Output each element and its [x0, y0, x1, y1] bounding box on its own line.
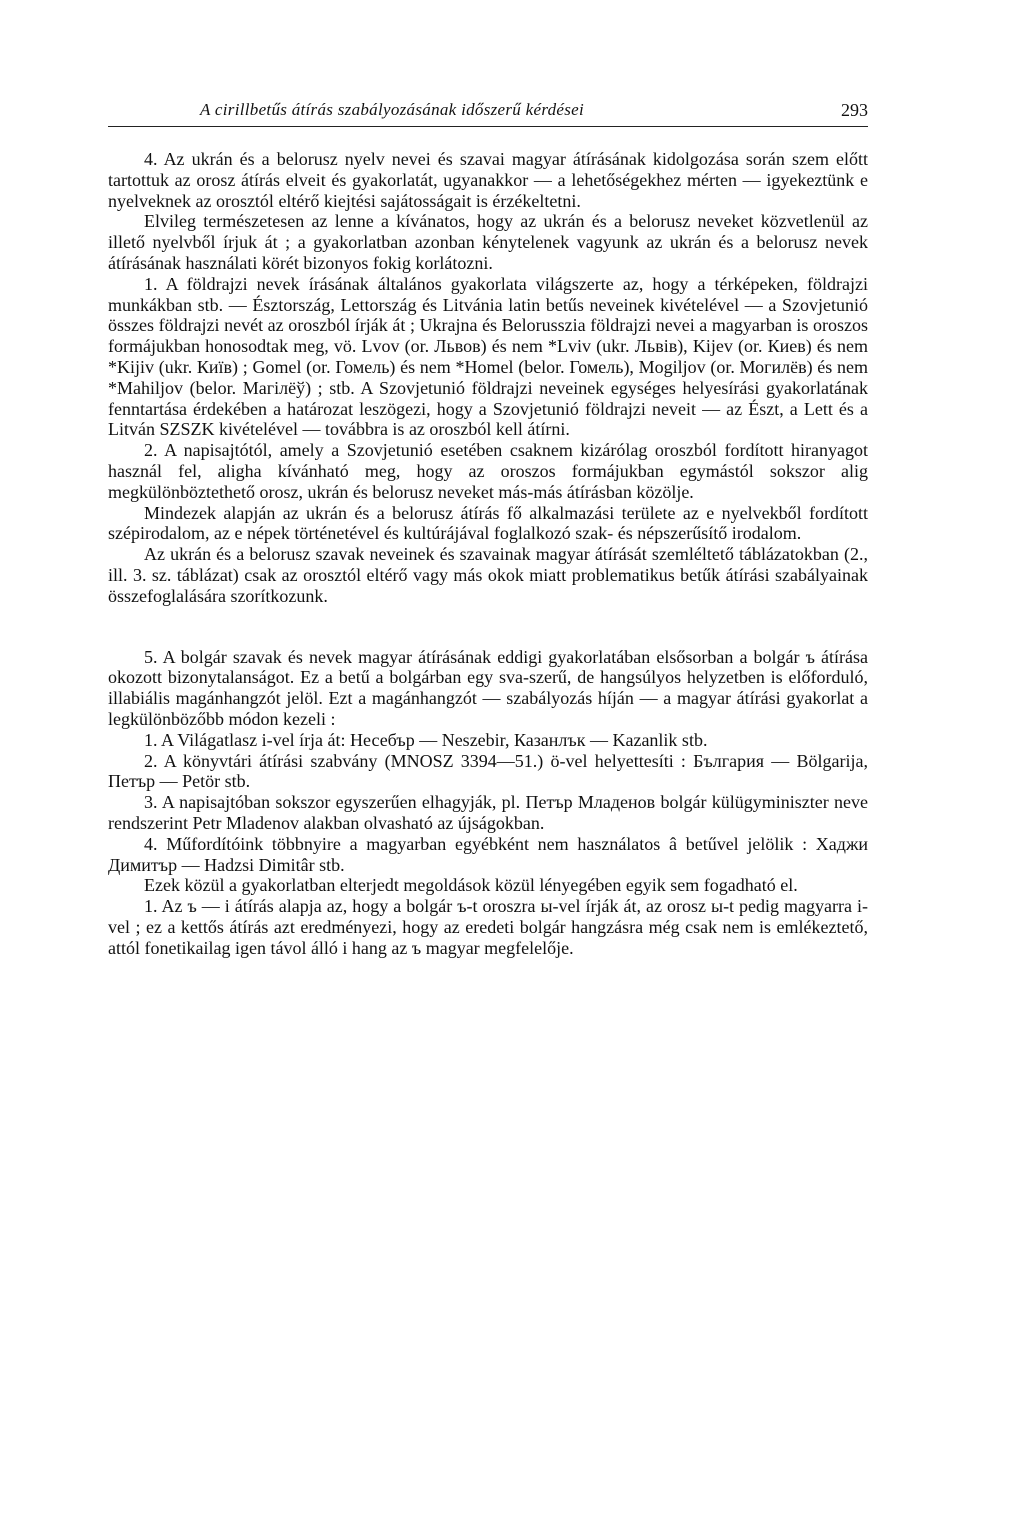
list-item [108, 730, 868, 751]
paragraph [108, 211, 868, 273]
document-page [108, 98, 868, 958]
list-text: A Világatlasz i-vel írja át: Несебър — Neszebir, Казанлък — Kazanlik stb. [161, 729, 708, 750]
paragraph-text: Mindezek alapján az ukrán és a belorusz átírás fő alkalmazási területe az e nyelvekből fordított szépirodalom, az e népek történetével és kultúrájával foglalkozó szak- és népszerűsítő irodalom. [108, 502, 868, 544]
list-text: A könyvtári átírási szabvány (MNOSZ 3394—51.) ö-vel helyettesíti : България — Bölgarija, Петър — Petör stb. [108, 750, 868, 792]
list-item [108, 792, 868, 834]
paragraph-number: 4. [144, 149, 158, 169]
paragraph-text: Ezek közül a gyakorlatban elterjedt megoldások közül lényegében egyik sem fogadható el. [144, 875, 798, 896]
paragraph-number: 2. [144, 440, 158, 461]
paragraph-text: Elvileg természetesen az lenne a kívánatos, hogy az ukrán és a belorusz neveket közvetlenül az illető nyelvből írjuk át ; a gyakorlatban azonban kénytelenek vagyunk az ukrán és a belorusz nevek átírásának használati körét bizonyos fokig korlátozni. [108, 211, 868, 273]
paragraph-text: Az ukrán és a belorusz szavak neveinek és szavainak magyar átírását szemléltető táblázatokban (2., ill. 3. sz. táblázat) csak az orosztól eltérő vagy más okok miatt problematikus betűk átírási szabályainak összefoglalására szorítkozunk. [108, 544, 868, 606]
paragraph-text: A földrajzi nevek írásának általános gyakorlata világszerte az, hogy a térképeken, földrajzi munkákban stb. — Észtország, Lettország és Litvánia latin betűs neveinek kivételével — a Szovjetunió összes földrajzi nevét az oroszból írják át ; Ukrajna és Belorusszia földrajzi nevei a magyarban is oroszos formájukban honosodtak meg, vö. Lvov (or. Львов) és nem *Lviv (ukr. Львів), Kijev (or. Киев) és nem *Kijiv (ukr. Київ) ; Gomel (or. Гомель) és nem *Homel (belor. Гомель), Mogiljov (or. Могилёв) és nem *Mahiljov (belor. Магілёў) ; stb. A Szovjetunió földrajzi neveinek egységes helyesírási gyakorlatának fenntartása érdekében a határozat leszögezi, hogy a Szovjetunió földrajzi neveit — az Észt, a Lett és a Litván SZSZK kivételével — továbbra is az oroszból kell átírni. [108, 273, 868, 440]
paragraph-number: 5. [144, 646, 158, 667]
list-text: Műfordítóink többnyire a magyarban egyébként nem használatos â betűvel jelölik : Хаджи Димитър — Hadzsi Dimitâr stb. [108, 833, 869, 875]
paragraph [108, 274, 868, 440]
list-number: 2. [144, 750, 158, 771]
list-number: 3. [144, 792, 158, 813]
paragraph-text: A bolgár szavak és nevek magyar átírásának eddigi gyakorlatában elsősorban a bolgár ъ átírása okozott bizonytalanságot. Ez a betű a bolgárban egy sva-szerű, de hangsúlyos helyzetben is előforduló, illabiális magánhangzót jelöl. Ezt a magánhangzót — szabályozás híján — a magyar átírási gyakorlat a legkülönbözőbb módon kezeli : [108, 646, 869, 729]
paragraph [108, 875, 868, 896]
paragraph [108, 647, 868, 730]
list-item [108, 896, 868, 958]
paragraph [108, 149, 868, 211]
paragraph-number: 1. [144, 273, 158, 294]
paragraph-text: Az ukrán és a belorusz nyelv nevei és szavai magyar átírásának kidolgozása során szem előtt tartottuk az orosz átírás elveit és gyakorlatát, ugyanakkor — a lehetőségekhez mérten — igyekeztünk e nyelveknek az orosztól eltérő kiejtési sajátosságait is érzékeltetni. [108, 149, 868, 211]
body-text [108, 149, 868, 958]
list-number: 1. [144, 729, 158, 750]
list-text: A napisajtóban sokszor egyszerűen elhagyják, pl. Петър Младенов bolgár külügyminiszter neve rendszerint Petr Mladenov alakban olvasható az újságokban. [108, 792, 869, 833]
list-number: 1. [144, 896, 158, 917]
page-number: 293 [841, 100, 868, 120]
list-item [108, 751, 868, 793]
paragraph [108, 503, 868, 545]
list-item [108, 834, 868, 876]
paragraph [108, 440, 868, 502]
running-title: A cirillbetűs átírás szabályozásának időszerű kérdései [200, 100, 585, 119]
list-text: Az ъ — i átírás alapja az, hogy a bolgár ъ-t oroszra ы-vel írják át, az orosz ы-t pedig magyarra i-vel ; ez a kettős átírás azt eredményezi, hogy az eredeti bolgár hangzásra még csak nem is emlékeztető, attól fonetikailag igen távol álló i hang az ъ magyar megfelelője. [108, 896, 868, 958]
page-header [108, 98, 868, 127]
paragraph-text: A napisajtótól, amely a Szovjetunió esetében csaknem kizárólag oroszból fordított hiranyagot használ fel, aligha kívánható meg, hogy az oroszos formájukban egymástól sokszor alig megkülönböztethető orosz, ukrán és belorusz neveket más-más átírásban közölje. [108, 440, 869, 502]
paragraph [108, 544, 868, 606]
list-number: 4. [144, 833, 158, 854]
